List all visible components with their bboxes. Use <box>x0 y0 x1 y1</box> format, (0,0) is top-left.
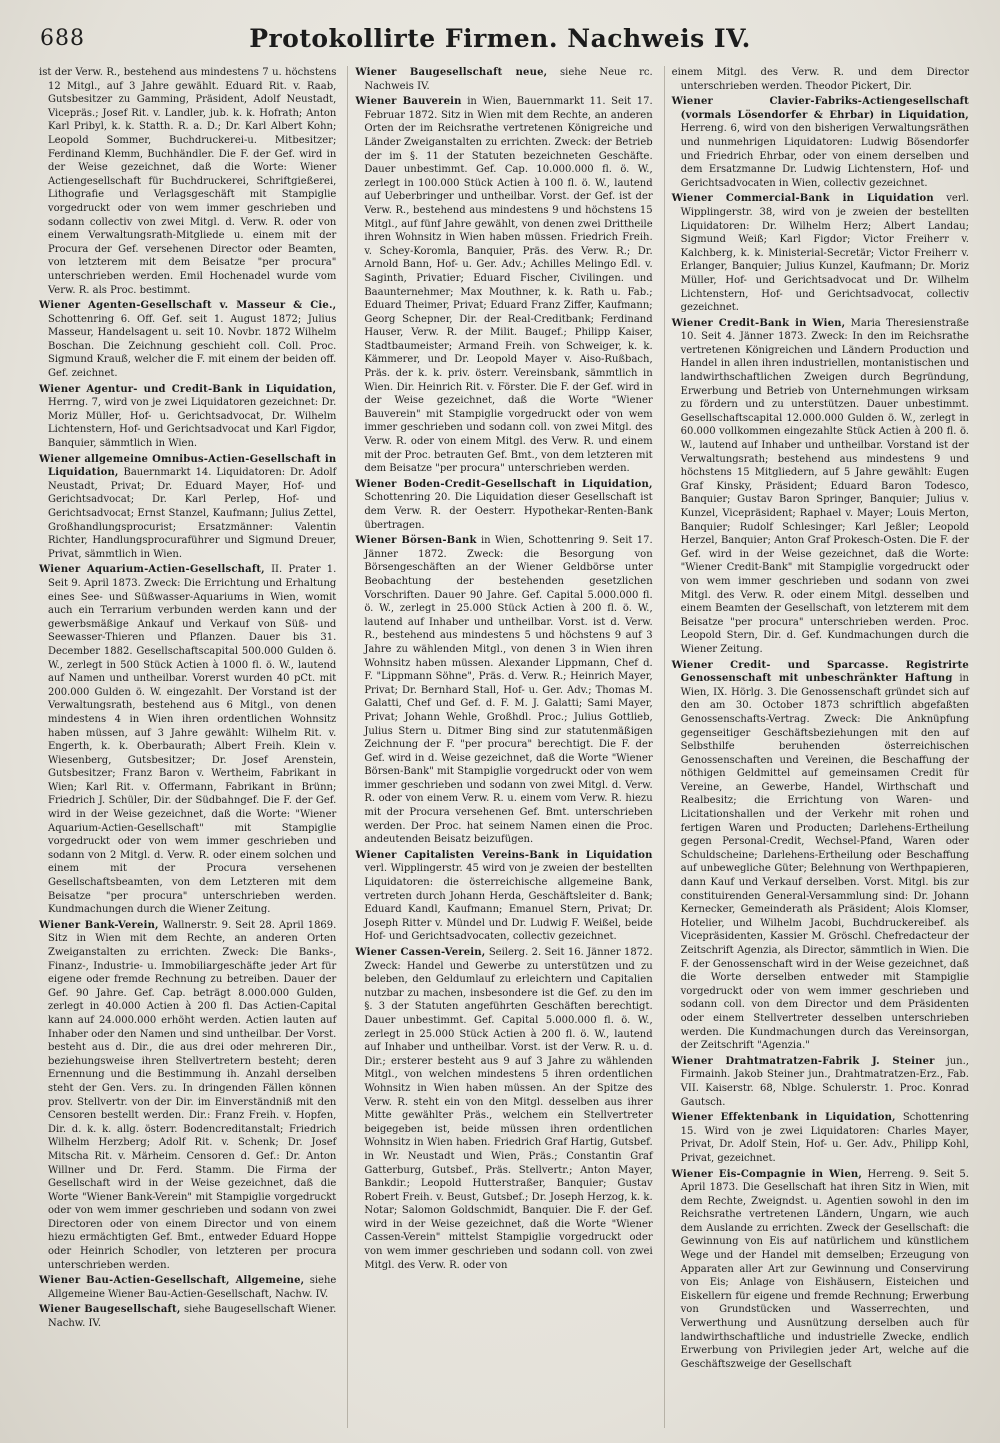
firm-name: Wiener Drahtmatratzen-Fabrik J. Steiner <box>671 1055 935 1067</box>
directory-entry <box>39 66 336 297</box>
directory-entry <box>39 563 336 916</box>
entry-text: siehe Neue rc. Nachweis IV. <box>364 67 653 92</box>
firm-name: Wiener Agentur- und Credit-Bank in Liquidation, <box>39 383 337 395</box>
entry-text: Schottenring 20. Die Liquidation dieser Gesellschaft ist dem Verw. R. der Oesterr. Hypothekar-Renten-Bank übertragen. <box>364 492 653 531</box>
entry-text: Seilerg. 2. Seit 16. Jänner 1872. Zweck: Handel und Gewerbe zu unterstützen und zu beleben, den Geldumlauf zu erleichtern und Capitalien nutzbar zu machen, insbesondere ist die Gef. zu den im §. 3 der Statuten angeführten Geschäften berechtigt. Dauer unbestimmt. Gef. Capital 5.000.000 fl. ö. W., zerlegt in 25.000 Stück Actien à 200 fl. ö. W., lautend auf Inhaber und untheilbar. Vorst. ist der Verw. R. u. d. Dir.; ersterer besteht aus 9 auf 3 Jahre zu wählenden Mitgl., von welchen mindestens 5 ihren ordentlichen Wohnsitz in Wien haben müssen. An der Spitze des Verw. R. steht ein von den Mitgl. desselben aus ihrer Mitte gewählter Präs., welchem ein Stellvertreter beigegeben ist, beide müssen ihren ordentlichen Wohnsitz in Wien haben. Friedrich Graf Hartig, Gutsbef. in Wr. Neustadt und Wien, Präs.; Constantin Graf Gatterburg, Gutsbef., Präs. Stellvertr.; Anton Mayer, Bankdir.; Leopold Hutterstraßer, Banquier; Gustav Robert Freih. v. Beust, Gutsbef.; Dr. Joseph Herzog, k. k. Notar; Salomon Goldschmidt, Banquier. Die F. der Gef. wird in der Weise gezeichnet, daß die Worte "Wiener Cassen-Verein" mittelst Stampiglie vorgedruckt oder von wem immer geschrieben und sodann coll. von zwei Mitgl. des Verw. R. oder von <box>364 947 653 1271</box>
firm-name: Wiener Agenten-Gesellschaft v. Masseur & Cie., <box>39 300 337 312</box>
entry-text: in Wien, Bauernmarkt 11. Seit 17. Februar 1872. Sitz in Wien mit dem Rechte, an anderen Orten der im Reichsrathe vertretenen Königreiche und Länder Zweiganstalten zu errichten. Zweck: der Betrieb der im §. 11 der Statuten bezeichneten Geschäfte. Dauer unbestimmt. Gef. Cap. 10.000.000 fl. ö. W., zerlegt in 100.000 Stück Actien à 100 fl. ö. W., lautend auf Ueberbringer und untheilbar. Vorst. der Gef. ist der Verw. R., bestehend aus mindestens 9 und höchstens 15 Mitgl., auf fünf Jahre gewählt, von denen zwei Drittheile ihren Wohnsitz in Wien haben müssen. Friedrich Freih. v. Schey-Koromla, Banquier, Präs. des Verw. R.; Dr. Arnold Bann, Hof- u. Ger. Adv.; Achilles Melingo Edl. v. Saginth, Privatier; Eduard Fischer, Civilingen. und Baaunternehmer; Max Mouthner, k. k. Rath u. Fab.; Eduard Theimer, Privat; Eduard Franz Ziffer, Kaufmann; Georg Schepner, Dir. der Real-Creditbank; Ferdinand Hauser, Verw. R. der Milit. Baugef.; Philipp Kaiser, Stadtbaumeister; Armand Freih. von Schweiger, k. k. Kämmerer, und Dr. Leopold Mayer v. Aiso-Rußbach, Präs. der k. k. priv. österr. Vereinsbank, sämmtlich in Wien. Dir. Heinrich Rit. v. Förster. Die F. der Gef. wird in der Weise gezeichnet, daß die Worte "Wiener Bauverein" mit Stampiglie vorgedruckt oder von wem immer geschrieben und sodann coll. von zwei Mitgl. des Verw. R. oder von einem Mitgl. des Verw. R. und einem mit der Proc. betrauten Gef. Bmt., von dem letzteren mit dem Beisatze "per procura" unterschrieben werden. <box>364 96 653 475</box>
directory-entry <box>39 299 336 381</box>
directory-entry <box>672 659 969 1053</box>
entry-text: siehe Allgemeine Wiener Bau-Actien-Gesellschaft, Nachw. IV. <box>48 1275 337 1300</box>
directory-entry <box>355 66 652 93</box>
page-title: Protokollirte Firmen. Nachweis IV. <box>249 24 751 53</box>
directory-entry <box>39 919 336 1272</box>
directory-entry <box>672 317 969 657</box>
directory-entry <box>39 1274 336 1301</box>
firm-name: Wiener Capitalisten Vereins-Bank in Liquidation <box>355 849 653 861</box>
firm-name: Wiener Credit- und Sparcasse. Registrirte Genossenschaft mit unbeschränkter Haftung <box>671 659 969 685</box>
column-right <box>664 66 972 1428</box>
firm-name: Wiener Börsen-Bank <box>355 535 477 547</box>
entry-text: in Wien, IX. Hörlg. 3. Die Genossenschaft gründet sich auf den am 30. October 1873 schriftlich abgefaßten Genossenschafts-Vertrag. Zweck: Die Anknüpfung gegenseitiger Geschäftsbeziehungen mit den auf Selbsthilfe beruhenden österreichischen Genossenschaften und Vereinen, die Beschaffung der nöthigen Geldmittel auf gemeinsamen Credit für Vereine, an Gewerbe, Handel, Wirthschaft und Realbesitz; die Errichtung von Waren- und Licitationshallen und der Verkehr mit rohen und fertigen Waren und Producten; Darlehens-Ertheilung gegen Personal-Credit, Wechsel-Pfand, Waren oder Schuldscheine; Darlehens-Ertheilung oder Beschaffung auf unbewegliche Güter; Belehnung von Werthpapieren, dann Kauf und Verkauf derselben. Vorst. Mitgl. bis zur constituirenden General-Versammlung sind: Dr. Johann Kernecker, Gemeinderath als Präsident; Alois Klomser, Hotelier, und Wilhelm Jacobi, Buchdruckereibef. als Vicepräsidenten, Kassier M. Gröschl. Chefredacteur der Zeitschrift Agenzia, als Director, sämmtlich in Wien. Die F. der Genossenschaft wird in der Weise gezeichnet, daß die Worte derselben entweder mit Stampiglie vorgedruckt oder von wem immer geschrieben und sodann coll. von dem Director und dem Präsidenten oder einem Stellvertreter desselben unterschrieben werden. Die Kundmachungen durch das Vereinsorgan, der Zeitschrift "Agenzia." <box>680 673 969 1052</box>
entry-text: ist der Verw. R., bestehend aus mindestens 7 u. höchstens 12 Mitgl., auf 3 Jahre gewählt. Eduard Rit. v. Raab, Gutsbesitzer zu Gamming, Präsident, Adolf Neustadt, Vicepräs.; Josef Rit. v. Landler, jub. k. k. Hofrath; Anton Karl Pribyl, k. k. Statth. R. a. D.; Dr. Karl Albert Kohn; Leopold Sommer, Buchdruckerei-u. Mitbesitzer; Ferdinand Klemm, Buchhändler. Die F. der Gef. wird in der Weise gezeichnet, daß die Worte: Wiener Actiengesellschaft für Buchdruckerei, Schriftgießerei, Lithografie und Verlagsgeschäft mit Stampiglie vorgedruckt oder von wem immer geschrieben und sodann collectiv von zwei Mitgl. d. Verw. R. oder von einem Verwaltungsrath-Mitgliede u. einem mit der Procura der Gef. versehenen Director oder Beamten, von letzterem mit dem Beisatze "per procura" unterschrieben werden. Emil Hochenadel wurde vom Verw. R. als Proc. bestimmt. <box>39 67 337 296</box>
entry-text: siehe Baugesellschaft Wiener. Nachw. IV. <box>48 1304 337 1330</box>
firm-name: Wiener Bau-Actien-Gesellschaft, Allgemeine, <box>39 1275 305 1287</box>
directory-entry <box>355 849 652 944</box>
firm-name: Wiener Eis-Compagnie in Wien, <box>671 1168 863 1180</box>
directory-entry <box>672 192 969 314</box>
entry-text: einem Mitgl. des Verw. R. und dem Director unterschrieben werden. Theodor Pickert, Dir. <box>671 67 969 92</box>
entry-text: in Wien, Schottenring 9. Seit 17. Jänner 1872. Zweck: die Besorgung von Börsengeschäften an der Wiener Geldbörse unter Beobachtung der bestehenden gesetzlichen Vorschriften. Dauer 90 Jahre. Gef. Capital 5.000.000 fl. ö. W., zerlegt in 25.000 Stück Actien à 200 fl. ö. W., lautend auf Inhaber und untheilbar. Vorst. ist d. Verw. R., bestehend aus mindestens 5 und höchstens 9 auf 3 Jahre zu wählenden Mitgl., von denen 3 in Wien ihren Wohnsitz haben müssen. Alexander Lippmann, Chef d. F. "Lippmann Söhne", Präs. d. Verw. R.; Heinrich Mayer, Privat; Dr. Bernhard Stall, Hof- u. Ger. Adv.; Thomas M. Galatti, Chef und Gef. d. F. M. J. Galatti; Sami Mayer, Privat; Johann Wehle, Großhdl. Proc.; Julius Gottlieb, Julius Stern u. Ditmer Bing sind zur statutenmäßigen Zeichnung der F. "per procura" berechtigt. Die F. der Gef. wird in d. Weise gezeichnet, daß die Worte "Wiener Börsen-Bank" mit Stampiglie vorgedruckt oder von wem immer geschrieben und sodann von zwei Mitgl. d. Verw. R. oder von einem Verw. R. u. einem vom Verw. R. hiezu mit der Procura versehenen Gef. Bmt. unterschrieben werden. Der Proc. hat seinem Namen einen die Proc. andeutenden Beisatz beizufügen. <box>364 535 653 846</box>
firm-name: Wiener Bank-Verein, <box>39 919 159 931</box>
entry-text: Schottenring 6. Off. Gef. seit 1. August 1872; Julius Masseur, Handelsagent u. seit 10. Novbr. 1872 Wilhelm Boschan. Die Zeichnung geschieht coll. Coll. Proc. Sigmund Krauß, welcher die F. mit einem der beiden off. Gef. zeichnet. <box>48 313 337 380</box>
directory-entry <box>672 1111 969 1165</box>
firm-name: Wiener allgemeine Omnibus-Actien-Gesellschaft in Liquidation, <box>39 453 337 479</box>
firm-name: Wiener Cassen-Verein, <box>355 947 486 958</box>
firm-name: Wiener Aquarium-Actien-Gesellschaft, <box>39 564 265 576</box>
entry-text: Maria Theresienstraße 10. Seit 4. Jänner 1873. Zweck: In den im Reichsrathe vertretenen Königreichen und Ländern Production und Handel in allen ihren industriellen, montanistischen und landwirthschaftlichen Zweigen durch Begründung, Erwerbung und Betrieb von Unternehmungen wirksam zu fördern und zu unterstützen. Dauer unbestimmt. Gesellschaftscapital 12.000.000 Gulden ö. W., zerlegt in 60.000 vollkommen eingezahlte Stück Actien à 200 fl. ö. W., lautend auf Inhaber und untheilbar. Vorstand ist der Verwaltungsrath; bestehend aus mindestens 9 und höchstens 15 Mitgliedern, auf 5 Jahre gewählt: Eugen Graf Kinsky, Präsident; Eduard Baron Todesco, Banquier; Gustav Baron Springer, Banquier; Julius v. Kunzel, Vicepräsident; Raphael v. Mayer; Louis Merton, Banquier; Rudolf Schlesinger; Karl Jeßler; Leopold Herzel, Banquier; Anton Graf Prokesch-Osten. Die F. der Gef. wird in der Weise gezeichnet, daß die Worte: "Wiener Credit-Bank" mit Stampiglie vorgedruckt oder von wem immer geschrieben und sodann von zwei Mitgl. des Verw. R. oder einem Mitgl. desselben und einem Beamten der Gesellschaft, von letzterem mit dem Beisatze "per procura" unterschrieben werden. Proc. Leopold Stern, Dir. d. Gef. Kundmachungen durch die Wiener Zeitung. <box>680 317 969 655</box>
firm-name: Wiener Bauverein <box>355 96 462 108</box>
firm-name: Wiener Boden-Credit-Gesellschaft in Liquidation, <box>355 478 653 490</box>
firm-name: Wiener Baugesellschaft, <box>39 1304 181 1316</box>
firm-name: Wiener Credit-Bank in Wien, <box>671 317 846 329</box>
entry-text: Schottenring 15. Wird von je zwei Liquidatoren: Charles Mayer, Privat, Dr. Adolf Stein, Hof- u. Ger. Adv., Philipp Kohl, Privat, gezeichnet. <box>680 1112 969 1164</box>
directory-entry <box>672 95 969 190</box>
directory-entry <box>355 478 652 532</box>
entry-text: Herrng. 7, wird von je zwei Liquidatoren gezeichnet: Dr. Moriz Müller, Hof- u. Gerichtsadvocat, Dr. Wilhelm Lichtenstern, Hof- und Gerichtsadvocat und Karl Figdor, Banquier, sämmtlich in Wien. <box>48 397 337 450</box>
directory-entry <box>672 1055 969 1109</box>
directory-entry <box>355 534 652 847</box>
entry-text: Herreng. 9. Seit 5. April 1873. Die Gesellschaft hat ihren Sitz in Wien, mit dem Rechte, Zweigndst. u. Agentien sowohl in den im Reichsrathe vertretenen Ländern, Ungarn, wie auch dem Auslande zu errichten. Zweck der Gesellschaft: die Gewinnung von Eis auf natürlichem und künstlichem Wege und der Handel mit demselben; Erzeugung von Apparaten aller Art zur Gewinnung und Conservirung von Eis; Anlage von Eishäusern, Eisteichen und Eiskellern für eigene und fremde Rechnung; Erwerbung von Grundstücken und Wasserrechten, und Verwerthung und Ausnützung derselben auch für landwirthschaftliche und industrielle Zwecke, endlich Erwerbung von Privilegien jeder Art, welche auf die Geschäftszweige der Gesellschaft <box>680 1168 969 1370</box>
directory-entry <box>355 946 652 1272</box>
column-left <box>36 66 339 1428</box>
directory-entry <box>355 95 652 476</box>
entry-text: Wallnerstr. 9. Seit 28. April 1869. Sitz in Wien mit dem Rechte, an anderen Orten Zweiganstalten zu errichten. Zweck: Die Banks-, Finanz-, Industrie- u. Immobiliargeschäfte jeder Art für eigene oder fremde Rechnung zu betreiben. Dauer der Gef. 90 Jahre. Gef. Cap. beträgt 8.000.000 Gulden, zerlegt in 40.000 Actien à 200 fl. Das Actien-Capital kann auf 24.000.000 erhöht werden. Actien lauten auf Inhaber oder den Namen und sind untheilbar. Der Vorst. besteht aus d. Dir., die aus drei oder mehreren Dir., beziehungsweise ihren Stellvertretern besteht; deren Ernennung und die Bestimmung ih. Anzahl derselben steht der Gen. Vers. zu. In dringenden Fällen können prov. Stellvertr. von der Dir. im Einverständniß mit den Censoren bestellt werden. Dir.: Franz Freih. v. Hopfen, Dir. d. k. k. allg. österr. Bodencreditanstalt; Friedrich Wilhelm Herzberg; Adolf Rit. v. Schenk; Dr. Josef Mitscha Rit. v. Märheim. Censoren d. Gef.: Dr. Anton Willner und Dr. Ferd. Stamm. Die Firma der Gesellschaft wird in der Weise gezeichnet, daß die Worte "Wiener Bank-Verein" mit Stampiglie vorgedruckt oder von wem immer geschrieben und sodann von zwei Directoren oder von einem Director und von einem hiezu ermächtigten Gef. Bmt., entweder Eduard Hoppe oder Heinrich Schodler, von letzteren per procura unterschrieben werden. <box>48 919 337 1271</box>
directory-entry <box>672 66 969 93</box>
column-middle <box>347 66 655 1428</box>
firm-name: Wiener Commercial-Bank in Liquidation <box>671 193 934 205</box>
directory-entry <box>39 453 336 562</box>
text-columns <box>36 66 972 1428</box>
page-number: 688 <box>40 26 85 51</box>
entry-text: verl. Wipplingerstr. 45 wird von je zweien der bestellten Liquidatoren: die österreichische allgemeine Bank, vertreten durch Johann Herda, Geschäftsleiter d. Bank; Eduard Kandl, Kaufmann; Emanuel Stern, Privat; Dr. Joseph Ritter v. Mündel und Dr. Ludwig F. Weißel, beide Hof- und Gerichtsadvocaten, collectiv gezeichnet. <box>364 863 653 943</box>
entry-text: verl. Wipplingerstr. 38, wird von je zweien der bestellten Liquidatoren: Dr. Wilhelm Herz; Albert Landau; Sigmund Weiß; Karl Figdor; Victor Freiherr v. Kalchberg, k. k. Ministerial-Secretär; Victor Freiherr v. Erlanger, Banquier; Julius Kunzel, Kaufmann; Dr. Moriz Müller, Hof- und Gerichtsadvocat und Dr. Wilhelm Lichtenstern, Hof- und Gerichtsadvocat, collectiv gezeichnet. <box>680 193 969 314</box>
firm-name: Wiener Baugesellschaft neue, <box>355 67 548 78</box>
firm-name: Wiener Clavier-Fabriks-Actiengesellschaft (vormals Lösendorfer & Ehrbar) in Liquidation, <box>671 96 969 121</box>
running-header <box>40 24 960 58</box>
directory-entry <box>672 1168 969 1372</box>
directory-entry <box>39 383 336 451</box>
entry-text: II. Prater 1. Seit 9. April 1873. Zweck: Die Errichtung und Erhaltung eines See- und Süßwasser-Aquariums in Wien, womit auch ein Terrarium verbunden werden kann und der gewerbsmäßige Ankauf und Verkauf von Süß- und Seewasser-Thieren und Pflanzen. Dauer bis 31. December 1882. Gesellschaftscapital 500.000 Gulden ö. W., zerlegt in 500 Stück Actien à 1000 fl. ö. W., lautend auf Namen und untheilbar. Vorerst wurden 40 pCt. mit 200.000 Gulden ö. W. eingezahlt. Der Vorstand ist der Verwaltungsrath, bestehend aus 6 Mitgl., von denen mindestens 4 in Wien ihren ordentlichen Wohnsitz haben müssen, auf 3 Jahre gewählt: Wilhelm Rit. v. Engerth, k. k. Oberbaurath; Albert Freih. Klein v. Wiesenberg, Gutsbesitzer; Dr. Josef Arenstein, Gutsbesitzer; Franz Baron v. Wertheim, Fabrikant in Wien; Karl Rit. v. Offermann, Fabrikant in Brünn; Friedrich J. Schüler, Dir. der Südbahngef. Die F. der Gef. wird in der Weise gezeichnet, daß die Worte: "Wiener Aquarium-Actien-Gesellschaft" mit Stampiglie vorgedruckt oder von wem immer geschrieben und sodann von 2 Mitgl. d. Verw. R. oder einem solchen und einem mit der Procura versehenen Gesellschaftsbeamten, von dem Letzteren mit dem Beisatze "per procura" unterschrieben werden. Kundmachungen durch die Wiener Zeitung. <box>48 564 337 916</box>
entry-text: Bauernmarkt 14. Liquidatoren: Dr. Adolf Neustadt, Privat; Dr. Eduard Mayer, Hof- und Gerichtsadvocat; Dr. Karl Perlep, Hof- und Gerichtsadvocat; Ernst Stanzel, Kaufmann; Julius Zettel, Großhandlungsprocurist; Ersatzmänner: Valentin Richter, Handlungsprocuraführer und Sigmund Dreuer, Privat, sämmtlich in Wien. <box>48 467 337 560</box>
firm-name: Wiener Effektenbank in Liquidation, <box>671 1112 896 1124</box>
entry-text: jun., Firmainh. Jakob Steiner jun., Drahtmatratzen-Erz., Fab. VII. Kaiserstr. 68, Nblge. Schulerstr. 1. Proc. Konrad Gautsch. <box>680 1055 969 1108</box>
entry-text: Herreng. 6, wird von den bisherigen Verwaltungsräthen und nunmehrigen Liquidatoren: Ludwig Bösendorfer und Friedrich Ehrbar, oder von einem derselben und dem Ersatzmanne Dr. Ludwig Lichtenstern, Hof- und Gerichtsadvocaten in Wien, collectiv gezeichnet. <box>680 123 969 189</box>
directory-entry <box>39 1303 336 1330</box>
